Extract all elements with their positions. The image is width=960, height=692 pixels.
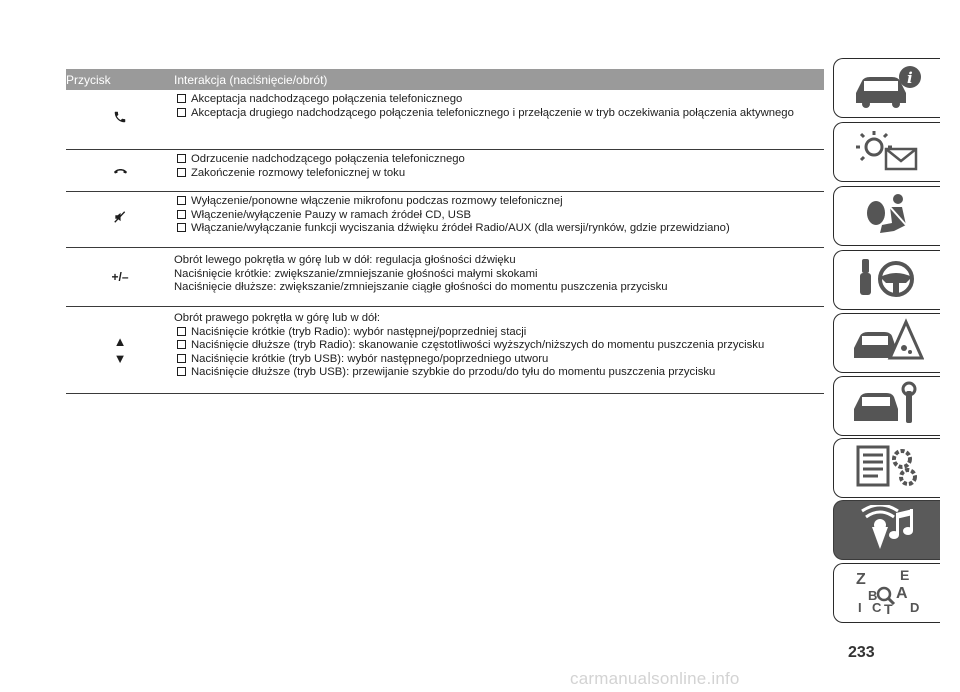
table-row [66,307,824,394]
list-item: Akceptacja drugiego nadchodzącego połączenia telefonicznego i przełączenie w tryb oczekiwania połączenia aktywnego [174,107,824,121]
tab-safety[interactable] [833,186,940,246]
key-steering-wheel-icon [850,255,924,306]
volume-plus-minus-label: +/– [111,270,129,284]
tab-technical-data[interactable] [833,438,940,498]
tab-emergency[interactable] [833,313,940,373]
list-item: Zakończenie rozmowy telefonicznej w toku [174,167,824,181]
airbag-seatbelt-icon [850,191,924,242]
list-item: Naciśnięcie krótkie (tryb Radio): wybór następnej/poprzedniej stacji [174,326,824,340]
bullet-box-icon [177,223,186,232]
index-letter: Z [856,570,866,588]
phone-accept-icon [113,110,127,129]
interaction-cell [174,150,824,191]
bullet-box-icon [177,108,186,117]
multimedia-music-icon [850,505,924,556]
intro-line: Obrót prawego pokrętła w górę lub w dół: [174,312,380,324]
index-letter: E [900,567,910,583]
up-down-arrows [114,333,127,367]
tab-index[interactable] [833,563,940,623]
svg-text:i: i [907,68,913,87]
index-letter: B [868,587,878,603]
microphone-mute-icon [113,210,127,229]
arrow-up-icon: ▲ [113,334,127,349]
page-number: 233 [848,644,875,661]
symbol-cell [66,248,174,306]
header-button-column: Przycisk [66,72,111,87]
list-item: Naciśnięcie dłuższe (tryb Radio): skanowanie częstotliwości wyższych/niższych do momentu puszczenia przycisku [174,339,824,353]
plain-text-line: Obrót lewego pokrętła w górę lub w dół: regulacja głośności dźwięku [174,254,516,266]
list-item: Naciśnięcie dłuższe (tryb USB): przewijanie szybkie do przodu/do tyłu do momentu puszczenia przycisku [174,366,824,380]
tab-starting-driving[interactable] [833,250,940,310]
bullet-box-icon [177,94,186,103]
car-service-wrench-icon [850,381,924,432]
table-row [66,150,824,192]
bullet-box-icon [177,168,186,177]
bullet-box-icon [177,340,186,349]
table-row [66,248,824,307]
index-letter: D [910,599,920,614]
table-header [66,69,824,90]
breakdown-triangle-icon [850,318,924,369]
arrow-down-icon: ▼ [113,351,127,366]
bullet-box-icon [177,196,186,205]
list-item: Akceptacja nadchodzącego połączenia telefonicznego [174,93,824,107]
list-item: Włączanie/wyłączanie funkcji wyciszania dźwięku źródeł Radio/AUX (dla wersji/rynków, gdzie przewidziano) [174,222,824,236]
index-letter: I [858,599,862,614]
warning-lights-message-icon [850,127,924,178]
bullet-box-icon [177,327,186,336]
list-item: Odrzucenie nadchodzącego połączenia telefonicznego [174,153,824,167]
symbol-cell [66,307,174,393]
list-item: Włączenie/wyłączenie Pauzy w ramach źródeł CD, USB [174,209,824,223]
car-info-icon [850,63,924,114]
plain-text-line: Naciśnięcie krótkie: zwiększanie/zmniejszanie głośności małymi skokami [174,267,538,280]
phone-hangup-icon [113,162,128,180]
technical-data-gear-icon [850,443,924,494]
interaction-cell [174,192,824,247]
bullet-box-icon [177,354,186,363]
plain-text-line: Naciśnięcie dłuższe: zwiększanie/zmniejszanie ciągłe głośności do momentu puszczenia przycisku [174,281,668,294]
list-item: Wyłączenie/ponowne włączenie mikrofonu podczas rozmowy telefonicznej [174,195,824,209]
symbol-cell [66,90,174,149]
symbol-cell [66,150,174,191]
list-item: Naciśnięcie krótkie (tryb USB): wybór następnego/poprzedniego utworu [174,353,824,367]
tab-warning-lights[interactable] [833,122,940,182]
symbol-cell [66,192,174,247]
alphabetical-index-icon [850,568,924,619]
index-letter: C [872,599,882,614]
interaction-cell [174,307,824,393]
header-interaction-column: Interakcja (naciśnięcie/obrót) [174,72,328,87]
interaction-cell [174,248,824,306]
tab-multimedia[interactable] [833,500,940,560]
bullet-box-icon [177,210,186,219]
index-letter: A [896,584,908,602]
tab-servicing[interactable] [833,376,940,436]
controls-table [66,69,824,394]
index-letter: T [884,600,893,614]
tab-car-info[interactable] [833,58,940,118]
bullet-box-icon [177,367,186,376]
table-row [66,90,824,150]
interaction-cell [174,90,824,149]
watermark-text: carmanualsonline.info [570,669,740,688]
bullet-box-icon [177,154,186,163]
table-row [66,192,824,248]
